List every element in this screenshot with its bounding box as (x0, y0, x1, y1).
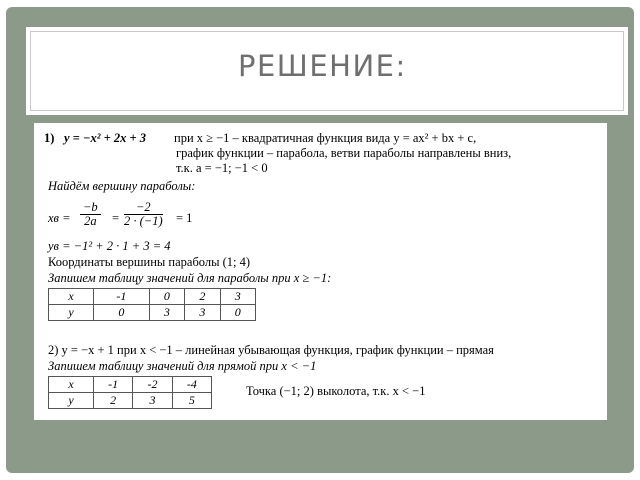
line-value-table (48, 376, 212, 409)
table-row (49, 305, 256, 321)
title-panel (26, 27, 628, 115)
table-cell: -1 (94, 377, 133, 393)
part1-graph-text: график функции – парабола, ветви параболы направлены вниз, (176, 146, 512, 160)
table-cell: -1 (94, 289, 150, 305)
xv-label: xв = (48, 211, 71, 225)
table-cell: 0 (220, 305, 255, 321)
part1-description: при x ≥ −1 – квадратичная функция вида y = ax² + bx + c, (174, 131, 477, 145)
table-cell: 3 (133, 393, 172, 409)
table-cell: -4 (172, 377, 211, 393)
table-cell: x (49, 377, 94, 393)
table-cell: 2 (94, 393, 133, 409)
table-cell: y (49, 305, 94, 321)
xv-equals: = (112, 211, 120, 225)
parabola-value-table (48, 288, 256, 321)
vertex-heading: Найдём вершину параболы: (48, 179, 196, 193)
table-row (49, 289, 256, 305)
vertex-coords: Координаты вершины параболы (1; 4) (48, 255, 251, 269)
xv-fraction-1 (80, 201, 101, 228)
yv-line: yв = −1² + 2 · 1 + 3 = 4 (48, 239, 171, 253)
table1-heading: Запишем таблицу значений для параболы при x ≥ −1: (48, 271, 332, 285)
xv-fraction-2 (124, 201, 163, 228)
table-cell: 2 (185, 289, 220, 305)
part2-line: 2) y = −x + 1 при x < −1 – линейная убывающая функция, график функции – прямая (48, 343, 494, 357)
xv-result: = 1 (176, 211, 193, 225)
table-cell: x (49, 289, 94, 305)
xv-numerator-2: −2 (124, 201, 163, 215)
part1-formula: y = −x² + 2x + 3 (64, 131, 146, 145)
table-cell: 0 (94, 305, 150, 321)
xv-denominator-1: 2a (84, 214, 97, 228)
page-title: РЕШЕНИЕ: (238, 49, 407, 83)
part1-number: 1) (44, 131, 55, 145)
table2-heading: Запишем таблицу значений для прямой при x < −1 (48, 359, 317, 373)
table-cell: y (49, 393, 94, 409)
table-cell: 3 (220, 289, 255, 305)
punctured-point-note: Точка (−1; 2) выколота, т.к. x < −1 (246, 384, 426, 398)
table-row (49, 393, 212, 409)
xv-numerator-1: −b (80, 201, 101, 215)
table-cell: 3 (185, 305, 220, 321)
solution-image (34, 123, 607, 420)
table-cell: 0 (149, 289, 184, 305)
table-cell: -2 (133, 377, 172, 393)
table-cell: 3 (149, 305, 184, 321)
part1-reason: т.к. a = −1; −1 < 0 (176, 161, 268, 175)
table-cell: 5 (172, 393, 211, 409)
xv-denominator-2: 2 · (−1) (124, 214, 163, 228)
table-row (49, 377, 212, 393)
